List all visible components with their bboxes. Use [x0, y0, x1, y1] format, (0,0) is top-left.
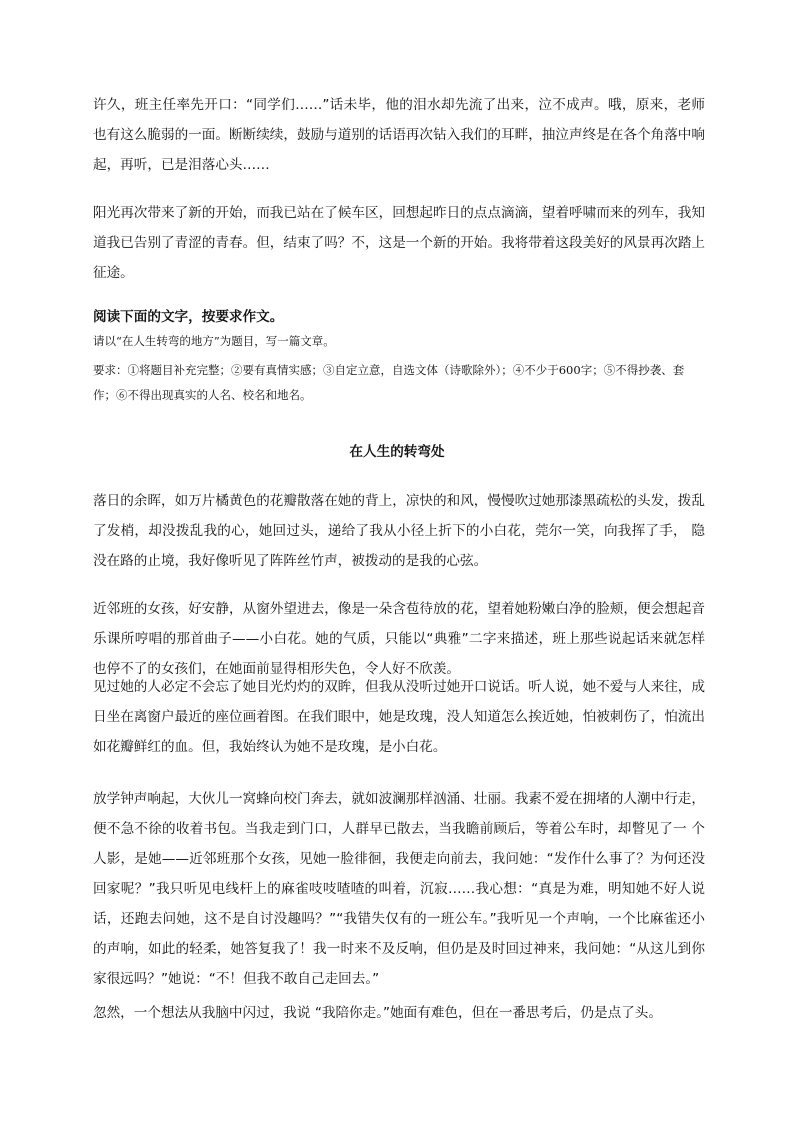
paragraph-new-start: 阳光再次带来了新的开始，而我已站在了候车区，回想起昨日的点点滴滴，望着呼啸而来的列车，我知道我已告别了青涩的青春。但，结束了吗？不，这是一个新的开始。我将带着这段美好的风景再次踏上征途。 [93, 205, 705, 281]
task-heading: 阅读下面的文字，按要求作文。 [93, 309, 284, 325]
essay-paragraph: 见过她的人必定不会忘了她目光灼灼的双眸，但我从没听过她开口说话。听人说，她不爱与人来往，成日坐在离窗户最近的座位画着图。在我们眼中，她是玫瑰，没人知道怎么挨近她，怕被刺伤了，怕流出如花瓣鲜红的血。但，我始终认为她不是玫瑰，是小白花。 [93, 679, 705, 755]
essay-paragraph: 忽然，一个想法从我脑中闪过，我说 “我陪你走。”她面有难色，但在一番思考后，仍是点了头。 [93, 1005, 662, 1021]
task-requirements: 要求：①将题目补充完整；②要有真情实感；③自定立意，自选文体（诗歌除外）；④不少于600字；⑤不得抄袭、套作；⑥不得出现真实的人名、校名和地名。 [93, 363, 685, 402]
essay-paragraph: 近邻班的女孩，好安静，从窗外望进去，像是一朵含苞待放的花，望着她粉嫩白净的脸颊，便会想起音乐课所哼唱的那首曲子——小白花。她的气质，只能以“典雅”二字来描述，班上那些说起话来就怎样也停不了的女孩们，在她面前显得相形失色，令人好不欣羡。 [93, 601, 705, 677]
paragraph-teacher-farewell: 许久，班主任率先开口：“同学们……”话未毕，他的泪水却先流了出来，泣不成声。哦，原来，老师也有这么脆弱的一面。断断续续，鼓励与道别的话语再次钻入我们的耳畔，抽泣声终是在各个角落中响起，再听，已是泪落心头…… [93, 97, 705, 173]
essay-title: 在人生的转弯处 [349, 444, 445, 460]
essay-paragraph: 落日的余晖，如万片橘黄色的花瓣散落在她的背上，凉快的和风，慢慢吹过她那漆黑疏松的头发，拨乱了发梢，却没拨乱我的心，她回过头，递给了我从小径上折下的小白花，莞尔一笑，向我挥了手， 隐没在路的止境，我好像听见了阵阵丝竹声，被拨动的是我的心弦。 [93, 493, 705, 569]
essay-paragraph: 放学钟声响起，大伙儿一窝蜂向校门奔去，就如波澜那样汹涌、壮丽。我素不爱在拥堵的人潮中行走，便不急不徐的收着书包。当我走到门口，人群早已散去，当我瞻前顾后，等着公车时，却瞥见了一 个人影，是她——近邻班那个女孩，见她一脸徘徊，我便走向前去，我问她：“发作什么事了？为何还没回家呢？”我只听见电线杆上的麻雀吱吱喳喳的叫着，沉寂……我心想：“真是为难，明知她不好人说话，还跑去问她，这不是自讨没趣吗？”“我错失仅有的一班公车。”我听见一个声响，一个比麻雀还小的声响，如此的轻柔，她答复我了！我一时来不及反响，但仍是及时回过神来，我问她：“从这儿到你家很远吗？”她说：“不！但我不敢自己走回去。” [93, 791, 705, 987]
task-prompt: 请以“在人生转弯的地方”为题目，写一篇文章。 [93, 334, 335, 348]
